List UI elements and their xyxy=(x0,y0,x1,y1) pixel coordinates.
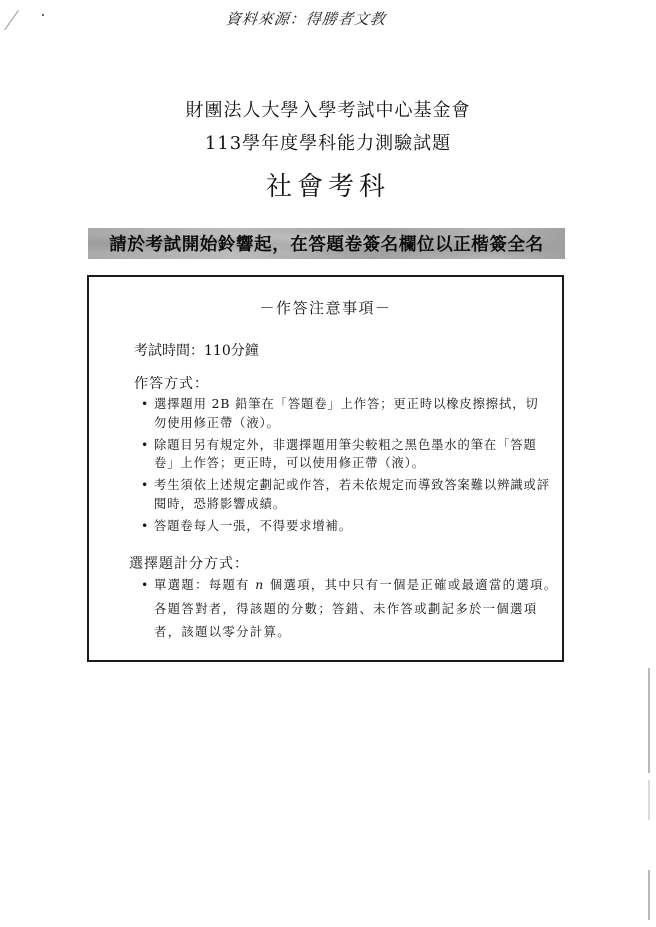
scan-artifact-mark xyxy=(4,10,19,30)
list-item-text: 選擇題用 2B 鉛筆在「答題卷」上作答；更正時以橡皮擦擦拭，切勿使用修正帶（液）。 xyxy=(154,397,539,430)
exam-instructions-box xyxy=(87,275,564,662)
handwritten-source-note: 資料來源：得勝者文教 xyxy=(225,10,387,28)
scoring-method-list xyxy=(141,574,561,645)
bullet-icon: • xyxy=(141,518,150,533)
scoring-rule-suffix: 個選項，其中只有一個是正確或最適當的選項。各題答對者，得該題的分數；答錯、未作答或劃記多於一個選項者，該題以零分計算。 xyxy=(154,578,558,639)
list-item xyxy=(141,476,551,513)
answer-method-label: 作答方式： xyxy=(134,376,209,392)
scan-edge-line xyxy=(648,870,650,920)
signature-instruction-banner xyxy=(88,228,565,259)
answer-method-list xyxy=(141,395,551,539)
exam-duration: 考試時間：110分鐘 xyxy=(134,343,259,359)
scan-edge-line xyxy=(648,668,650,773)
banner-text: 請於考試開始鈴響起，在答題卷簽名欄位以正楷簽全名 xyxy=(109,235,544,255)
scan-edge-line xyxy=(648,780,650,820)
bullet-icon: • xyxy=(141,397,150,411)
bullet-icon: • xyxy=(141,437,150,452)
scan-artifact-dot xyxy=(42,14,44,16)
bullet-icon: • xyxy=(141,578,150,592)
instructions-heading: －作答注意事項－ xyxy=(259,299,392,317)
list-item xyxy=(141,517,551,536)
scoring-rule-variable: n xyxy=(255,578,265,592)
list-item xyxy=(141,436,551,473)
bullet-icon: • xyxy=(141,478,150,492)
subject-title: 社會考科 xyxy=(265,172,390,202)
exam-title: 113學年度學科能力測驗試題 xyxy=(204,133,452,154)
scoring-rule-prefix: 單選題：每題有 xyxy=(154,578,256,592)
list-item xyxy=(141,395,551,432)
scoring-method-label: 選擇題計分方式： xyxy=(129,556,249,572)
list-item-text: 考生須依上述規定劃記或作答，若未依規定而導致答案難以辨識或評閱時，恐將影響成績。 xyxy=(154,478,550,511)
organization-title: 財團法人大學入學考試中心基金會 xyxy=(185,100,471,121)
list-item xyxy=(141,574,561,645)
list-item-text: 答題卷每人一張，不得要求增補。 xyxy=(154,518,352,533)
list-item-text: 除題目另有規定外，非選擇題用筆尖較粗之黑色墨水的筆在「答題卷」上作答；更正時，可以使用修正帶（液）。 xyxy=(154,437,537,470)
